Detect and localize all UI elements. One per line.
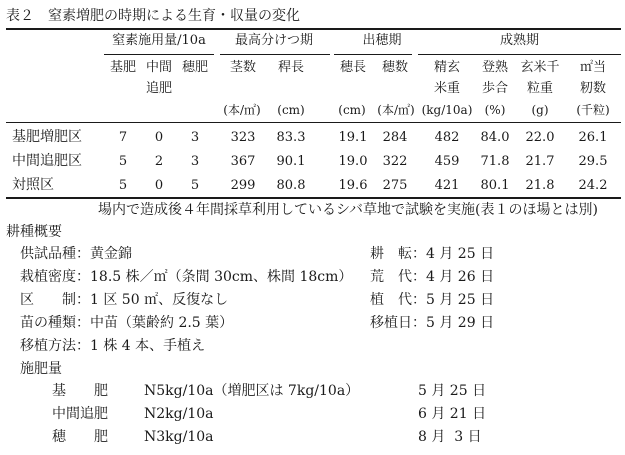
overview-item [20, 247, 132, 261]
group-header-nitrogen: 窒素施用量/10a [112, 33, 206, 48]
table-cell: 323 [230, 130, 256, 145]
col-header-stem-count: 茎数 [229, 60, 256, 75]
overview-heading: 耕種概要 [6, 224, 62, 240]
fertilizer-date: 5 月 25 日 [418, 383, 487, 399]
table-cell: 459 [434, 154, 460, 169]
table-cell: 0 [154, 178, 164, 193]
header-bottom-rule [6, 122, 621, 123]
group-header-maturity: 成熟期 [499, 33, 539, 48]
table-note: 場内で造成後４年間採草利用しているシバ草地で試験を実施(表１のほ場とは別) [98, 202, 598, 218]
col-header-panicle-count: 穂数 [381, 60, 408, 75]
unit-panicle-length: (cm) [338, 103, 366, 117]
fertilizer-label: 基 肥 [52, 383, 108, 399]
table-cell: 19.0 [338, 154, 368, 169]
overview-item-label: 移植方法 [20, 338, 76, 354]
overview-item-label: 栽植密度 [20, 269, 76, 285]
schedule-item [370, 293, 494, 307]
fertilizer-amount: N3kg/10a [144, 429, 214, 445]
table-cell: 22.0 [525, 130, 555, 145]
col-header-ripening: 登熟 [481, 60, 508, 75]
group-header-heading: 出穂期 [362, 33, 402, 48]
table-cell: 275 [382, 178, 408, 193]
schedule-item [370, 247, 494, 261]
schedule-item-value: ：5 月 29 日 [412, 315, 495, 331]
group-rule-heading [334, 54, 412, 55]
table-bottom-rule [6, 197, 621, 199]
unit-ripening: (%) [484, 103, 506, 117]
unit-brown-rice: (kg/10a) [421, 103, 473, 117]
table-title: 表２ 窒素増肥の時期による生育・収量の変化 [6, 8, 300, 24]
fertilizer-date: 8 月 3 日 [418, 429, 482, 445]
table-cell: 3 [190, 130, 200, 145]
fertilizer-label: 中間追肥 [52, 406, 108, 422]
table-cell: 21.8 [525, 178, 555, 193]
overview-item [20, 293, 228, 307]
overview-item [20, 339, 205, 353]
overview-item-label: 区 制 [20, 292, 76, 308]
schedule-item-label: 移植日 [370, 315, 412, 331]
col-header-grain-weight: 玄米千 [520, 60, 560, 75]
group-rule-nitrogen [104, 54, 214, 55]
col-header-basal: 基肥 [109, 60, 136, 75]
overview-item-value: ：黄金錦 [76, 246, 132, 262]
col-header-culm-length: 稈長 [277, 60, 304, 75]
table-cell: 482 [434, 130, 460, 145]
row-label-mid-topdress: 中間追肥区 [12, 153, 82, 169]
table-cell: 322 [382, 154, 408, 169]
table-cell: 5 [118, 154, 128, 169]
table-cell: 83.3 [276, 130, 306, 145]
table-cell: 90.1 [276, 154, 306, 169]
table-cell: 5 [118, 178, 128, 193]
col-header-brown-rice: 精玄 [433, 60, 460, 75]
row-label-control: 対照区 [12, 177, 54, 193]
unit-grain-weight: (g) [531, 103, 549, 117]
table-cell: 29.5 [578, 154, 608, 169]
group-rule-max-tiller [220, 54, 330, 55]
unit-panicle-count: (本/㎡) [377, 103, 415, 117]
fertilizer-heading: 施肥量 [20, 361, 62, 377]
overview-item-label: 供試品種 [20, 246, 76, 262]
col-header-ripening-2: 歩合 [481, 81, 508, 96]
overview-item [20, 316, 233, 330]
col-header-panicle-length: 穂長 [339, 60, 366, 75]
table-cell: 0 [154, 130, 164, 145]
fertilizer-date: 6 月 21 日 [418, 406, 487, 422]
overview-item [20, 270, 352, 284]
fertilizer-amount: N5kg/10a（増肥区は 7kg/10a） [144, 383, 360, 399]
col-header-mid: 中間 [145, 60, 172, 75]
fertilizer-label: 穂 肥 [52, 429, 108, 445]
schedule-item-value: ：4 月 26 日 [412, 269, 495, 285]
schedule-item-value: ：4 月 25 日 [412, 246, 495, 262]
table-cell: 5 [190, 178, 200, 193]
col-header-spikelets-2: 籾数 [579, 81, 606, 96]
table-cell: 299 [230, 178, 256, 193]
col-header-mid-2: 追肥 [145, 81, 172, 96]
overview-item-value: ：1 区 50 ㎡、反復なし [76, 292, 229, 308]
schedule-item-label: 耕 転 [370, 246, 412, 262]
table-cell: 19.1 [338, 130, 368, 145]
group-rule-maturity [418, 54, 621, 55]
table-cell: 84.0 [480, 130, 510, 145]
col-header-grain-weight-2: 粒重 [526, 81, 553, 96]
schedule-item-label: 荒 代 [370, 269, 412, 285]
table-cell: 7 [118, 130, 128, 145]
group-header-max-tiller: 最高分けつ期 [234, 33, 313, 48]
table-cell: 80.1 [480, 178, 510, 193]
table-cell: 26.1 [578, 130, 608, 145]
table-cell: 21.7 [525, 154, 555, 169]
table-cell: 71.8 [480, 154, 510, 169]
col-header-spikelets: ㎡当 [579, 60, 606, 75]
table-cell: 19.6 [338, 178, 368, 193]
table-cell: 80.8 [276, 178, 306, 193]
fertilizer-amount: N2kg/10a [144, 406, 214, 422]
table-cell: 3 [190, 154, 200, 169]
unit-stem-count: (本/㎡) [223, 103, 261, 117]
table-cell: 2 [154, 154, 164, 169]
overview-item-value: ：1 株 4 本、手植え [76, 338, 206, 354]
schedule-item [370, 270, 494, 284]
col-header-brown-rice-2: 米重 [433, 81, 460, 96]
table-cell: 421 [434, 178, 460, 193]
overview-item-value: ：18.5 株／㎡（条間 30cm、株間 18cm） [76, 269, 353, 285]
schedule-item-label: 植 代 [370, 292, 412, 308]
col-header-panicle-fert: 穂肥 [181, 60, 208, 75]
schedule-item [370, 316, 494, 330]
table-top-rule [6, 28, 621, 30]
row-label-basal-increase: 基肥増肥区 [12, 129, 82, 145]
table-cell: 24.2 [578, 178, 608, 193]
table-cell: 367 [230, 154, 256, 169]
overview-item-label: 苗の種類 [20, 315, 76, 331]
table-cell: 284 [382, 130, 408, 145]
schedule-item-value: ：5 月 25 日 [412, 292, 495, 308]
unit-spikelets: (千粒) [576, 103, 610, 117]
unit-culm-length: (cm) [277, 103, 305, 117]
overview-item-value: ：中苗（葉齢約 2.5 葉） [76, 315, 234, 331]
